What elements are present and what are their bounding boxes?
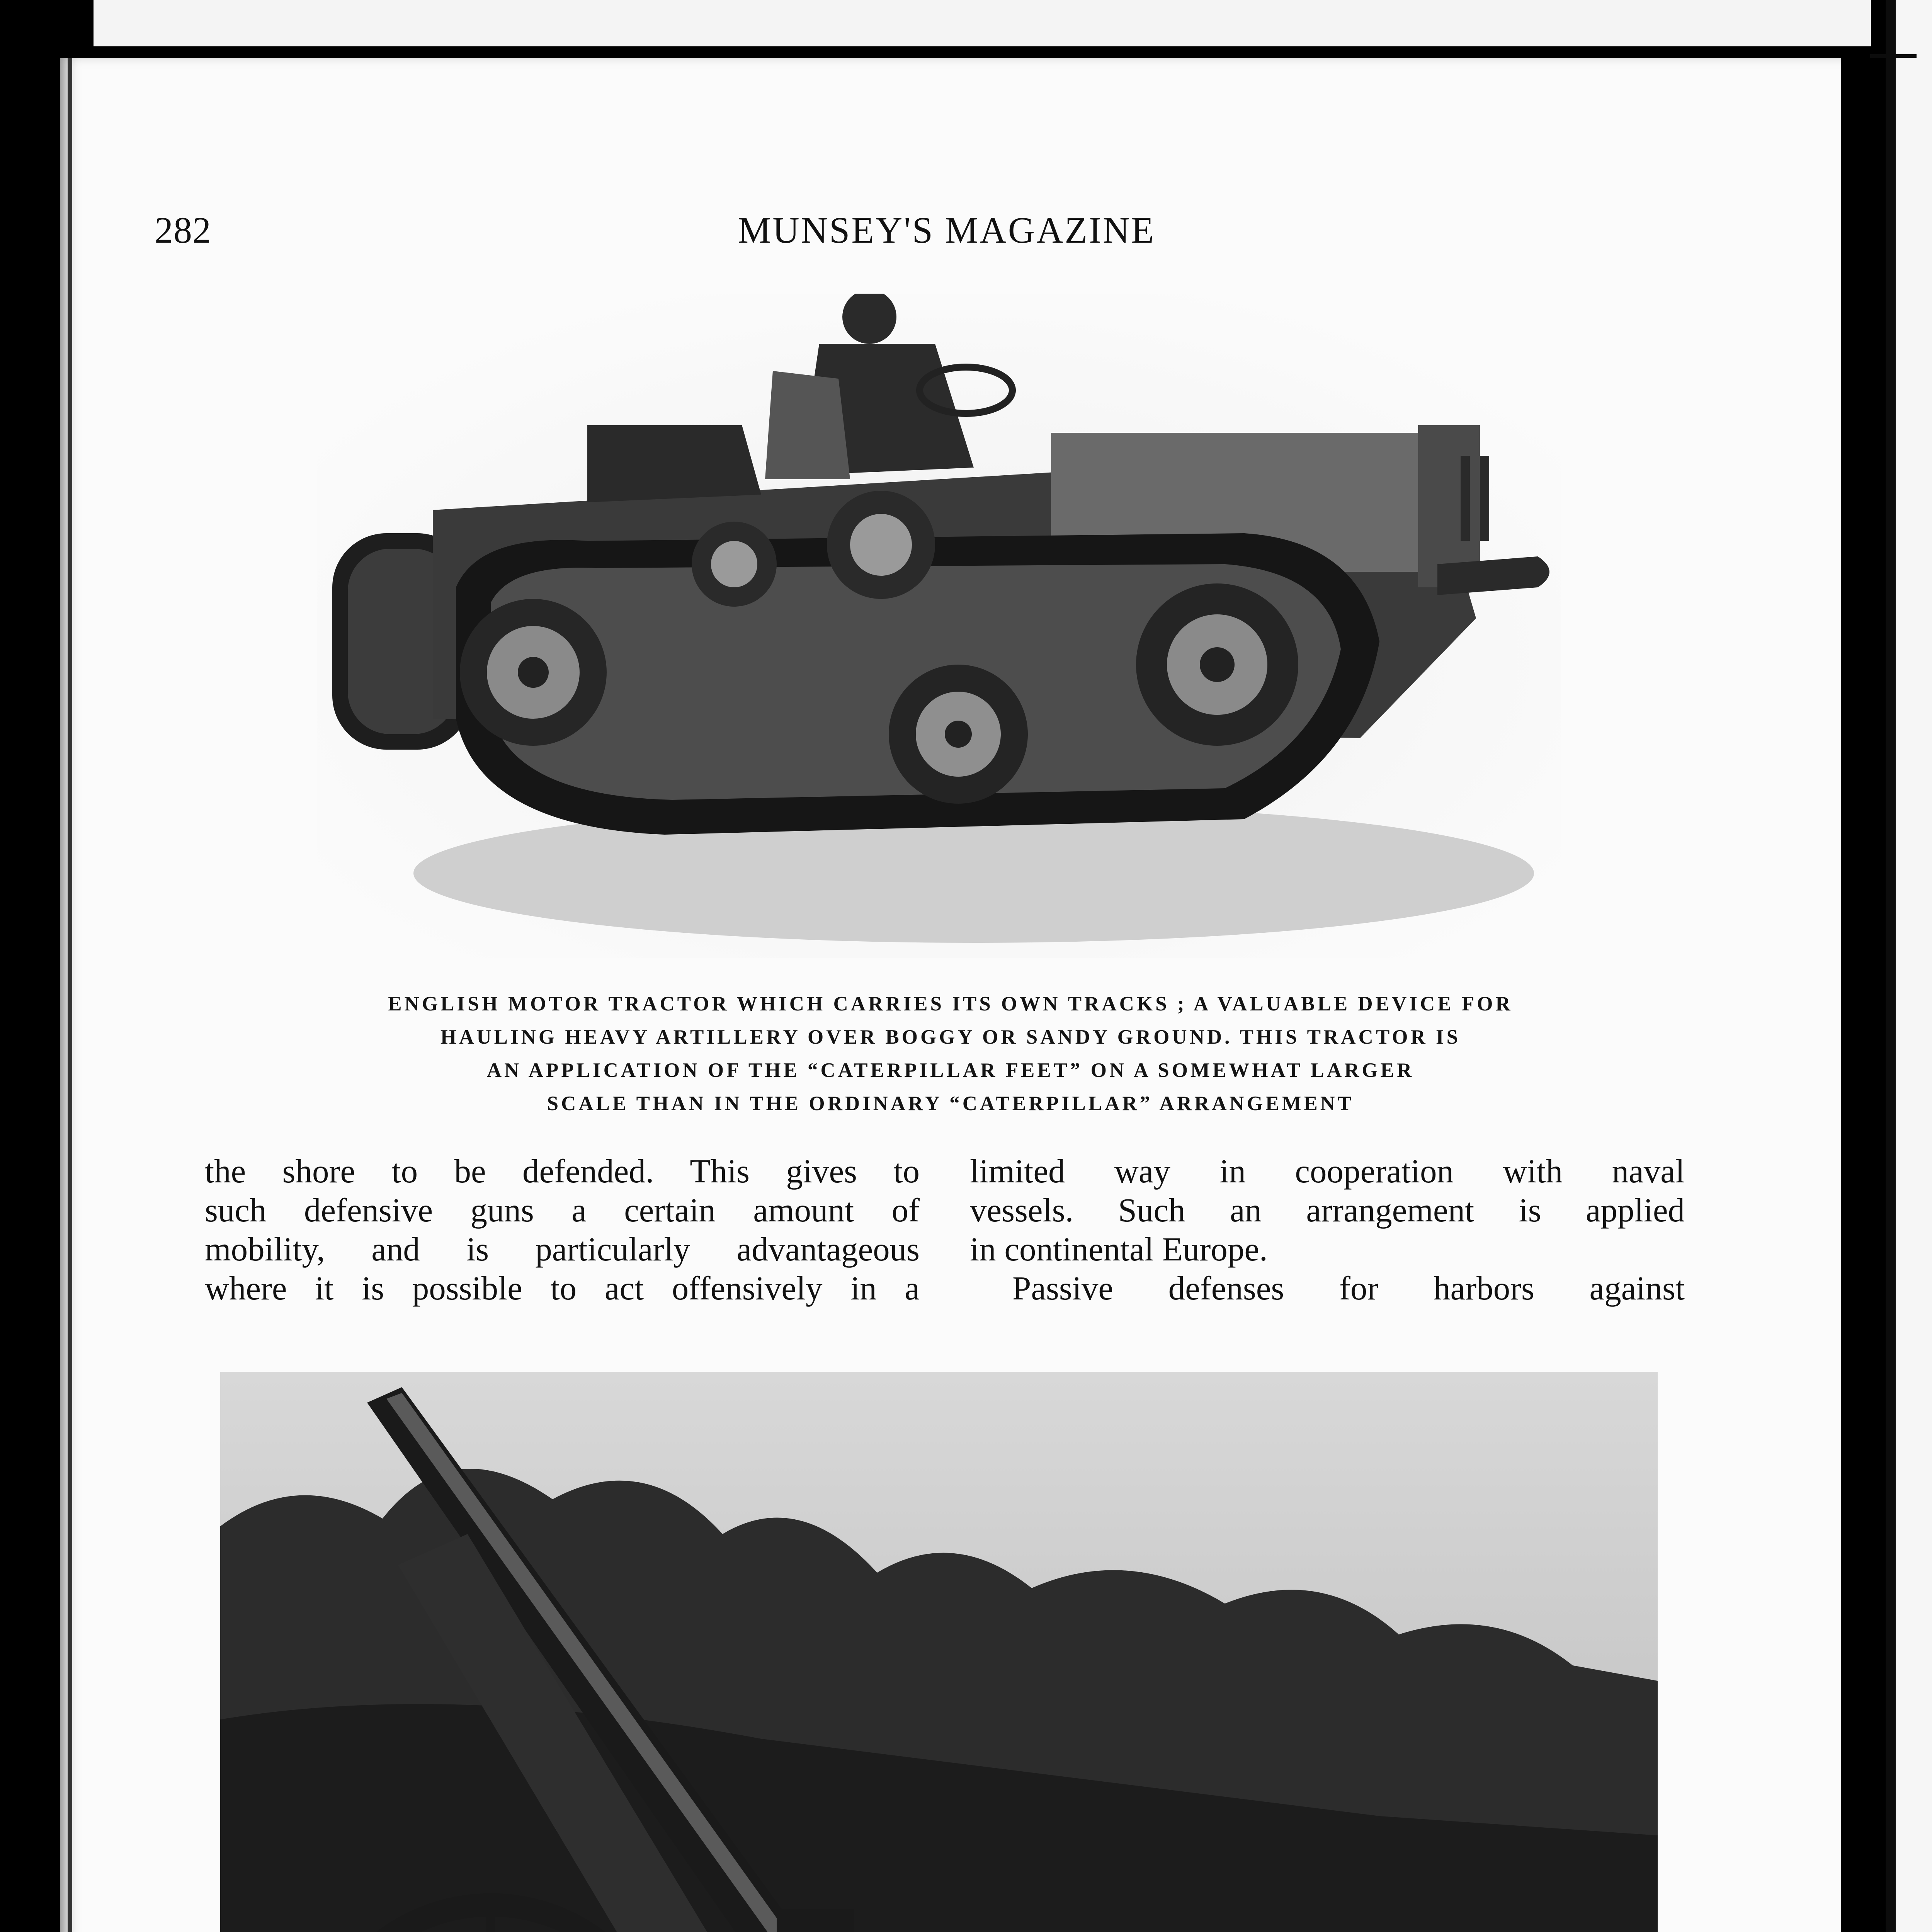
text-line: such defensive guns a certain amount of — [205, 1191, 920, 1229]
adjacent-page-strip — [94, 0, 1871, 46]
text-column-left — [205, 1151, 920, 1308]
caption-line: AN APPLICATION OF THE “CATERPILLAR FEET” ON A SOMEWHAT LARGER — [486, 1059, 1415, 1082]
page-left-edge-line — [68, 58, 72, 1932]
facing-page-edge — [1886, 0, 1932, 1932]
text-line: limited way in cooperation with naval — [970, 1152, 1685, 1190]
spine-mark — [1870, 54, 1917, 58]
caption-line: HAULING HEAVY ARTILLERY OVER BOGGY OR SANDY GROUND. THIS TRACTOR IS — [440, 1026, 1461, 1048]
text-line: in continental Europe. — [970, 1230, 1268, 1268]
caption-line: SCALE THAN IN THE ORDINARY “CATERPILLAR” ARRANGEMENT — [547, 1092, 1354, 1115]
running-title: MUNSEY'S MAGAZINE — [738, 209, 1155, 251]
krupp-gun-illustration — [220, 1372, 1658, 1932]
text-line: the shore to be defended. This gives to — [205, 1152, 920, 1190]
text-line: Passive defenses for harbors against — [1012, 1269, 1685, 1307]
tractor-caption — [286, 987, 1615, 1120]
text-line: where it is possible to act offensively in a — [205, 1269, 920, 1307]
tractor-illustration — [317, 294, 1561, 958]
page-spine — [1886, 0, 1896, 1932]
text-line: vessels. Such an arrangement is applied — [970, 1191, 1685, 1229]
page-number: 282 — [155, 209, 211, 251]
text-line: mobility, and is particularly advantageous — [205, 1230, 920, 1268]
caption-line: ENGLISH MOTOR TRACTOR WHICH CARRIES ITS OWN TRACKS ; A VALUABLE DEVICE FOR — [388, 993, 1513, 1015]
krupp-gun-photo — [220, 1372, 1658, 1932]
tractor-photo — [317, 294, 1561, 958]
text-column-right — [970, 1151, 1685, 1308]
